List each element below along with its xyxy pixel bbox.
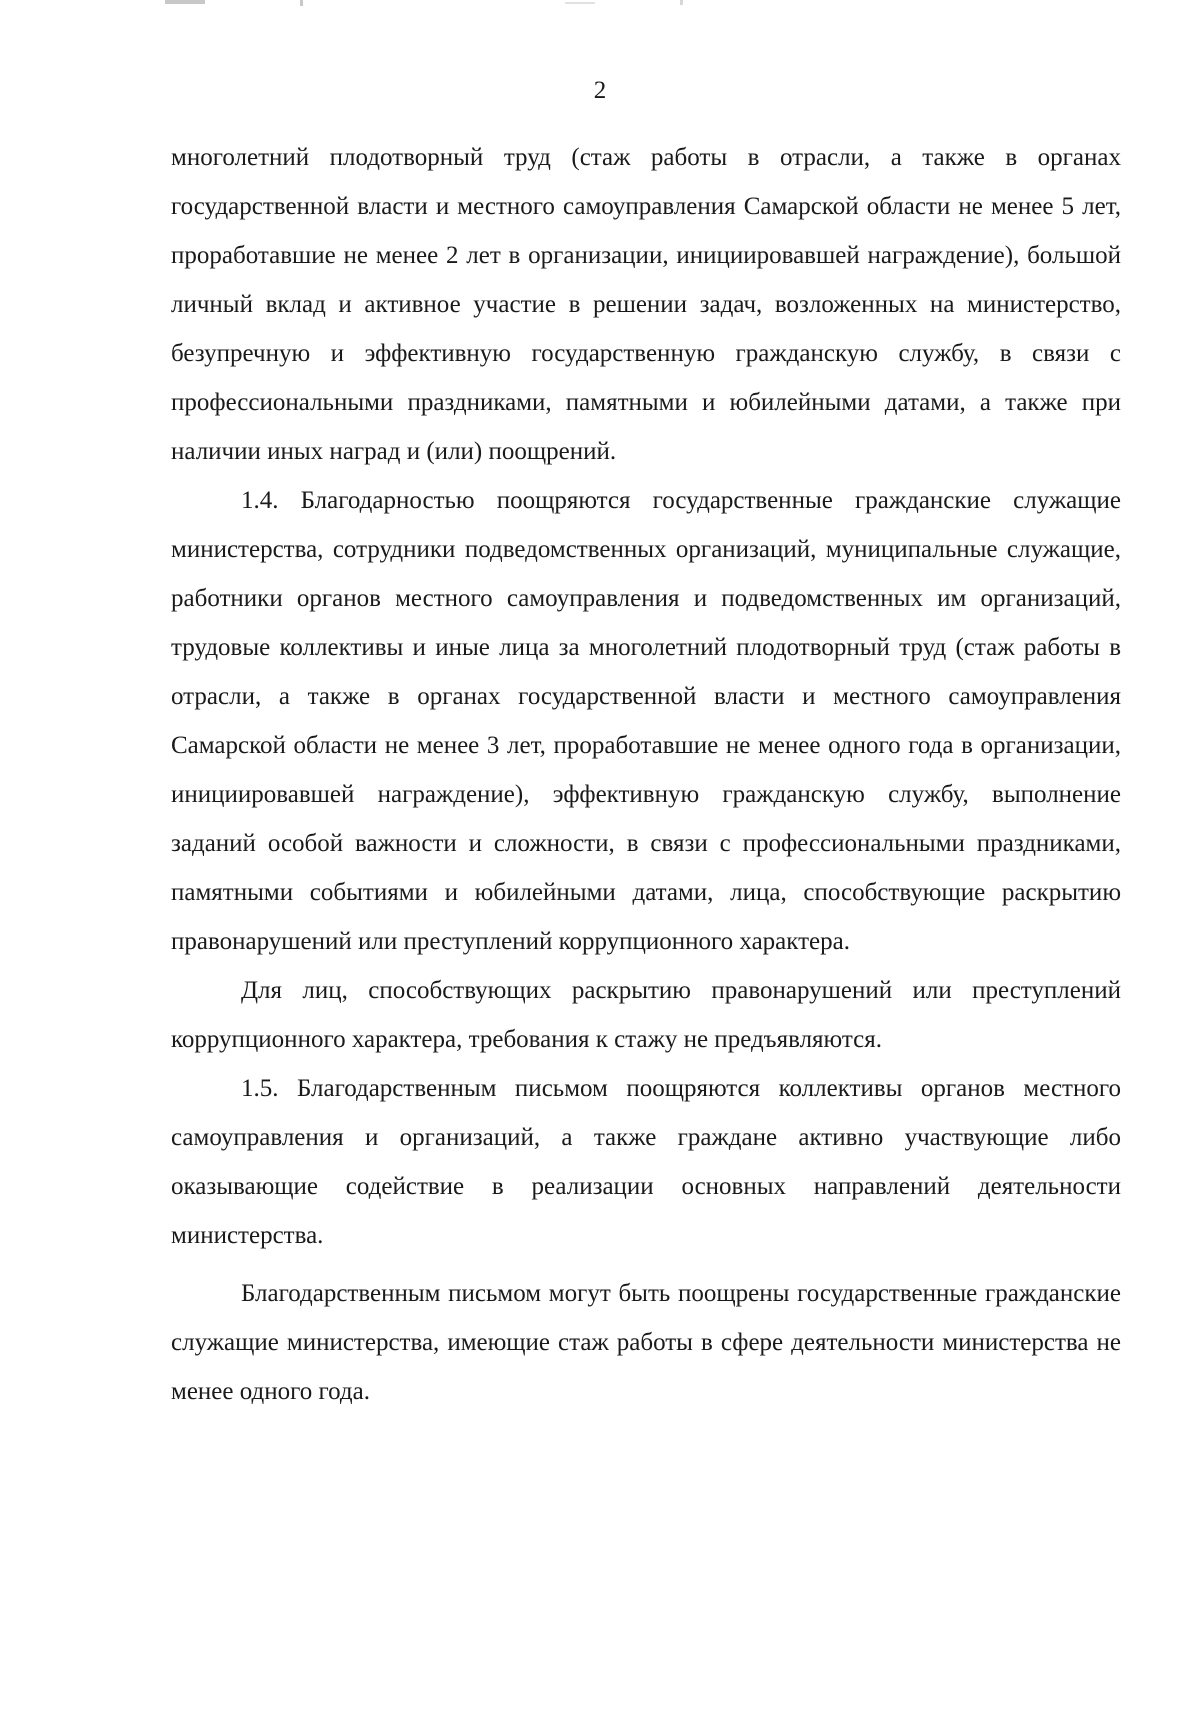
paragraph-1-5: 1.5. Благодарственным письмом поощряются коллективы органов местного самоуправления и организаций, а также граждане активно участвующие либо оказывающие содействие в реализации основных направлений деятельности министерства. [171,1075,1121,1249]
scan-artifact [165,0,205,4]
scan-artifact [680,0,683,5]
paragraph-continuation: многолетний плодотворный труд (стаж работы в отрасли, а также в органах государственной власти и местного самоуправления Самарской области не менее 5 лет, проработавшие не менее 2 лет в организации, инициировавшей награждение), большой личный вклад и активное участие в решении задач, возложенных на министерство, безупречную и эффективную государственную гражданскую службу, в связи с профессиональными праздниками, памятными и юбилейными датами, а также при наличии иных наград и (или) поощрений. [171,144,1121,465]
scan-artifact [300,0,303,6]
paragraph-seniority-note: Для лиц, способствующих раскрытию правонарушений или преступлений коррупционного характера, требования к стажу не предъявляются. [171,977,1121,1053]
document-body [171,133,1121,1416]
scan-artifact [565,2,595,4]
paragraph-letter-eligibility: Благодарственным письмом могут быть поощрены государственные гражданские служащие министерства, имеющие стаж работы в сфере деятельности министерства не менее одного года. [171,1280,1121,1405]
paragraph-1-4: 1.4. Благодарностью поощряются государственные гражданские служащие министерства, сотрудники подведомственных организаций, муниципальные служащие, работники органов местного самоуправления и подведомственных им организаций, трудовые коллективы и иные лица за многолетний плодотворный труд (стаж работы в отрасли, а также в органах государственной власти и местного самоуправления Самарской области не менее 3 лет, проработавшие не менее одного года в организации, инициировавшей награждение), эффективную гражданскую службу, выполнение заданий особой важности и сложности, в связи с профессиональными праздниками, памятными событиями и юбилейными датами, лица, способствующие раскрытию правонарушений или преступлений коррупционного характера. [171,487,1121,955]
page-number: 2 [593,77,607,104]
